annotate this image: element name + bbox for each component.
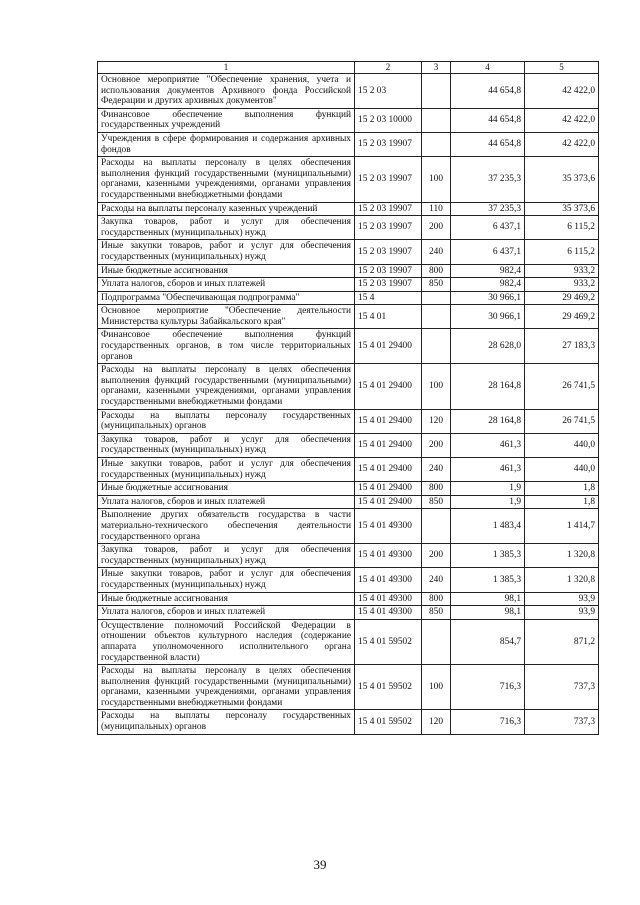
row-code: 15 2 03 [355,74,422,109]
row-amount-2: 440,0 [525,458,599,482]
row-amount-2: 871,2 [525,619,599,664]
table-row [98,216,599,240]
table-row [98,202,599,216]
table-row [98,74,599,109]
row-code: 15 2 03 10000 [355,108,422,132]
table-row [98,710,599,734]
row-code: 15 4 01 29400 [355,458,422,482]
row-name: Подпрограмма "Обеспечивающая подпрограмма" [98,291,355,305]
table-row [98,665,599,710]
row-name: Основное мероприятие "Обеспечение деятельности Министерства культуры Забайкальского края" [98,305,355,329]
row-code: 15 4 01 29400 [355,329,422,364]
row-expense-type: 100 [422,364,451,409]
row-amount-2: 1 320,8 [525,544,599,568]
table-row [98,240,599,264]
row-expense-type [422,74,451,109]
row-amount-1: 28 164,8 [451,409,525,433]
row-expense-type: 800 [422,592,451,606]
row-expense-type: 120 [422,710,451,734]
row-code: 15 4 01 49300 [355,544,422,568]
row-name: Закупка товаров, работ и услуг для обеспечения государственных (муниципальных) нужд [98,433,355,457]
row-amount-2: 1,8 [525,482,599,496]
row-code: 15 4 01 59502 [355,710,422,734]
row-expense-type [422,132,451,156]
row-code: 15 4 01 59502 [355,665,422,710]
row-code: 15 4 01 49300 [355,568,422,592]
row-amount-1: 37 235,3 [451,157,525,202]
row-amount-1: 44 654,8 [451,132,525,156]
row-amount-1: 37 235,3 [451,202,525,216]
row-amount-1: 6 437,1 [451,216,525,240]
row-amount-1: 44 654,8 [451,108,525,132]
row-code: 15 4 01 29400 [355,482,422,496]
row-name: Уплата налогов, сборов и иных платежей [98,278,355,292]
row-amount-2: 42 422,0 [525,74,599,109]
row-name: Иные бюджетные ассигнования [98,482,355,496]
table-row [98,329,599,364]
row-amount-1: 6 437,1 [451,240,525,264]
row-name: Уплата налогов, сборов и иных платежей [98,606,355,620]
row-expense-type: 240 [422,458,451,482]
row-amount-2: 6 115,2 [525,240,599,264]
row-code: 15 4 [355,291,422,305]
table-row [98,291,599,305]
table-row [98,606,599,620]
header-row [98,62,599,74]
row-expense-type [422,509,451,544]
table-row [98,305,599,329]
col-header-name: 1 [98,62,355,74]
table-row [98,108,599,132]
row-code: 15 4 01 29400 [355,364,422,409]
row-name: Расходы на выплаты персоналу в целях обеспечения выполнения функций государственными (муниципальными) органами, казенными учреждениями, органами управления государственными внебюджетными фондами [98,157,355,202]
col-header-amount-2: 5 [525,62,599,74]
row-amount-1: 30 966,1 [451,291,525,305]
row-amount-2: 42 422,0 [525,108,599,132]
row-expense-type: 200 [422,216,451,240]
row-name: Расходы на выплаты персоналу государственных (муниципальных) органов [98,710,355,734]
row-expense-type: 110 [422,202,451,216]
row-code: 15 4 01 [355,305,422,329]
row-amount-2: 1 320,8 [525,568,599,592]
row-amount-2: 35 373,6 [525,157,599,202]
row-amount-1: 1 385,3 [451,544,525,568]
row-name: Иные закупки товаров, работ и услуг для обеспечения государственных (муниципальных) нужд [98,240,355,264]
row-code: 15 4 01 49300 [355,592,422,606]
row-amount-2: 93,9 [525,592,599,606]
row-expense-type: 120 [422,409,451,433]
row-expense-type: 850 [422,606,451,620]
row-amount-1: 716,3 [451,710,525,734]
row-amount-1: 44 654,8 [451,74,525,109]
row-expense-type [422,329,451,364]
table-row [98,568,599,592]
row-name: Финансовое обеспечение выполнения функций государственных учреждений [98,108,355,132]
col-header-vr: 3 [422,62,451,74]
table-row [98,157,599,202]
table-row [98,458,599,482]
row-code: 15 4 01 29400 [355,409,422,433]
row-amount-1: 461,3 [451,433,525,457]
row-code: 15 4 01 59502 [355,619,422,664]
row-amount-1: 28 628,0 [451,329,525,364]
row-code: 15 4 01 29400 [355,495,422,509]
row-name: Расходы на выплаты персоналу в целях обеспечения выполнения функций государственными (муниципальными) органами, казенными учреждениями, органами управления государственными внебюджетными фондами [98,665,355,710]
row-amount-1: 982,4 [451,278,525,292]
row-expense-type: 100 [422,157,451,202]
row-expense-type: 850 [422,278,451,292]
page-number: 39 [313,857,327,872]
row-amount-1: 854,7 [451,619,525,664]
row-code: 15 2 03 19907 [355,202,422,216]
col-header-amount-1: 4 [451,62,525,74]
row-name: Учреждения в сфере формирования и содержания архивных фондов [98,132,355,156]
table-row [98,619,599,664]
row-expense-type: 200 [422,544,451,568]
row-amount-1: 28 164,8 [451,364,525,409]
row-amount-2: 933,2 [525,278,599,292]
row-amount-2: 1 414,7 [525,509,599,544]
row-amount-2: 440,0 [525,433,599,457]
row-amount-1: 30 966,1 [451,305,525,329]
row-amount-1: 1 385,3 [451,568,525,592]
row-name: Иные закупки товаров, работ и услуг для обеспечения государственных (муниципальных) нужд [98,568,355,592]
row-name: Основное мероприятие "Обеспечение хранения, учета и использования документов Архивного фонда Российской Федерации и других архивных документов" [98,74,355,109]
row-amount-2: 26 741,5 [525,364,599,409]
row-amount-2: 93,9 [525,606,599,620]
row-amount-2: 27 183,3 [525,329,599,364]
row-amount-2: 6 115,2 [525,216,599,240]
table-row [98,509,599,544]
col-header-code: 2 [355,62,422,74]
row-name: Выполнение других обязательств государства в части материально-технического обеспечения деятельности государственного органа [98,509,355,544]
row-expense-type [422,108,451,132]
row-code: 15 4 01 49300 [355,606,422,620]
row-name: Иные закупки товаров, работ и услуг для обеспечения государственных (муниципальных) нужд [98,458,355,482]
row-expense-type [422,619,451,664]
table-row [98,482,599,496]
row-name: Расходы на выплаты персоналу государственных (муниципальных) органов [98,409,355,433]
row-name: Закупка товаров, работ и услуг для обеспечения государственных (муниципальных) нужд [98,544,355,568]
row-amount-2: 35 373,6 [525,202,599,216]
row-expense-type: 800 [422,482,451,496]
table-row [98,278,599,292]
row-expense-type [422,305,451,329]
row-code: 15 2 03 19907 [355,157,422,202]
row-amount-2: 1,8 [525,495,599,509]
row-name: Расходы на выплаты персоналу казенных учреждений [98,202,355,216]
row-expense-type: 240 [422,240,451,264]
row-code: 15 4 01 49300 [355,509,422,544]
row-amount-2: 29 469,2 [525,291,599,305]
row-expense-type: 200 [422,433,451,457]
row-code: 15 4 01 29400 [355,433,422,457]
row-amount-1: 982,4 [451,264,525,278]
row-amount-1: 98,1 [451,592,525,606]
row-name: Расходы на выплаты персоналу в целях обеспечения выполнения функций государственными (муниципальными) органами, казенными учреждениями, органами управления государственными внебюджетными фондами [98,364,355,409]
table-row [98,544,599,568]
row-amount-1: 98,1 [451,606,525,620]
row-amount-2: 737,3 [525,710,599,734]
row-amount-2: 42 422,0 [525,132,599,156]
table-row [98,495,599,509]
table-row [98,433,599,457]
row-amount-2: 737,3 [525,665,599,710]
row-name: Иные бюджетные ассигнования [98,592,355,606]
row-name: Закупка товаров, работ и услуг для обеспечения государственных (муниципальных) нужд [98,216,355,240]
table-row [98,592,599,606]
row-amount-2: 933,2 [525,264,599,278]
row-code: 15 2 03 19907 [355,240,422,264]
row-name: Уплата налогов, сборов и иных платежей [98,495,355,509]
row-amount-1: 1,9 [451,495,525,509]
budget-table [97,61,599,735]
row-expense-type: 800 [422,264,451,278]
row-expense-type [422,291,451,305]
row-amount-1: 1 483,4 [451,509,525,544]
table-row [98,409,599,433]
row-code: 15 2 03 19907 [355,278,422,292]
row-expense-type: 850 [422,495,451,509]
table-row [98,364,599,409]
row-amount-2: 26 741,5 [525,409,599,433]
row-amount-1: 461,3 [451,458,525,482]
row-amount-1: 716,3 [451,665,525,710]
row-expense-type: 100 [422,665,451,710]
row-name: Осуществление полномочий Российской Федерации в отношении объектов культурного наследия (содержание аппарата уполномоченного исполнительного органа государственной власти) [98,619,355,664]
row-code: 15 2 03 19907 [355,216,422,240]
table-row [98,264,599,278]
row-amount-1: 1,9 [451,482,525,496]
row-name: Финансовое обеспечение выполнения функций государственных органов, в том числе территориальных органов [98,329,355,364]
row-code: 15 2 03 19907 [355,132,422,156]
row-expense-type: 240 [422,568,451,592]
row-name: Иные бюджетные ассигнования [98,264,355,278]
table-row [98,132,599,156]
row-code: 15 2 03 19907 [355,264,422,278]
row-amount-2: 29 469,2 [525,305,599,329]
